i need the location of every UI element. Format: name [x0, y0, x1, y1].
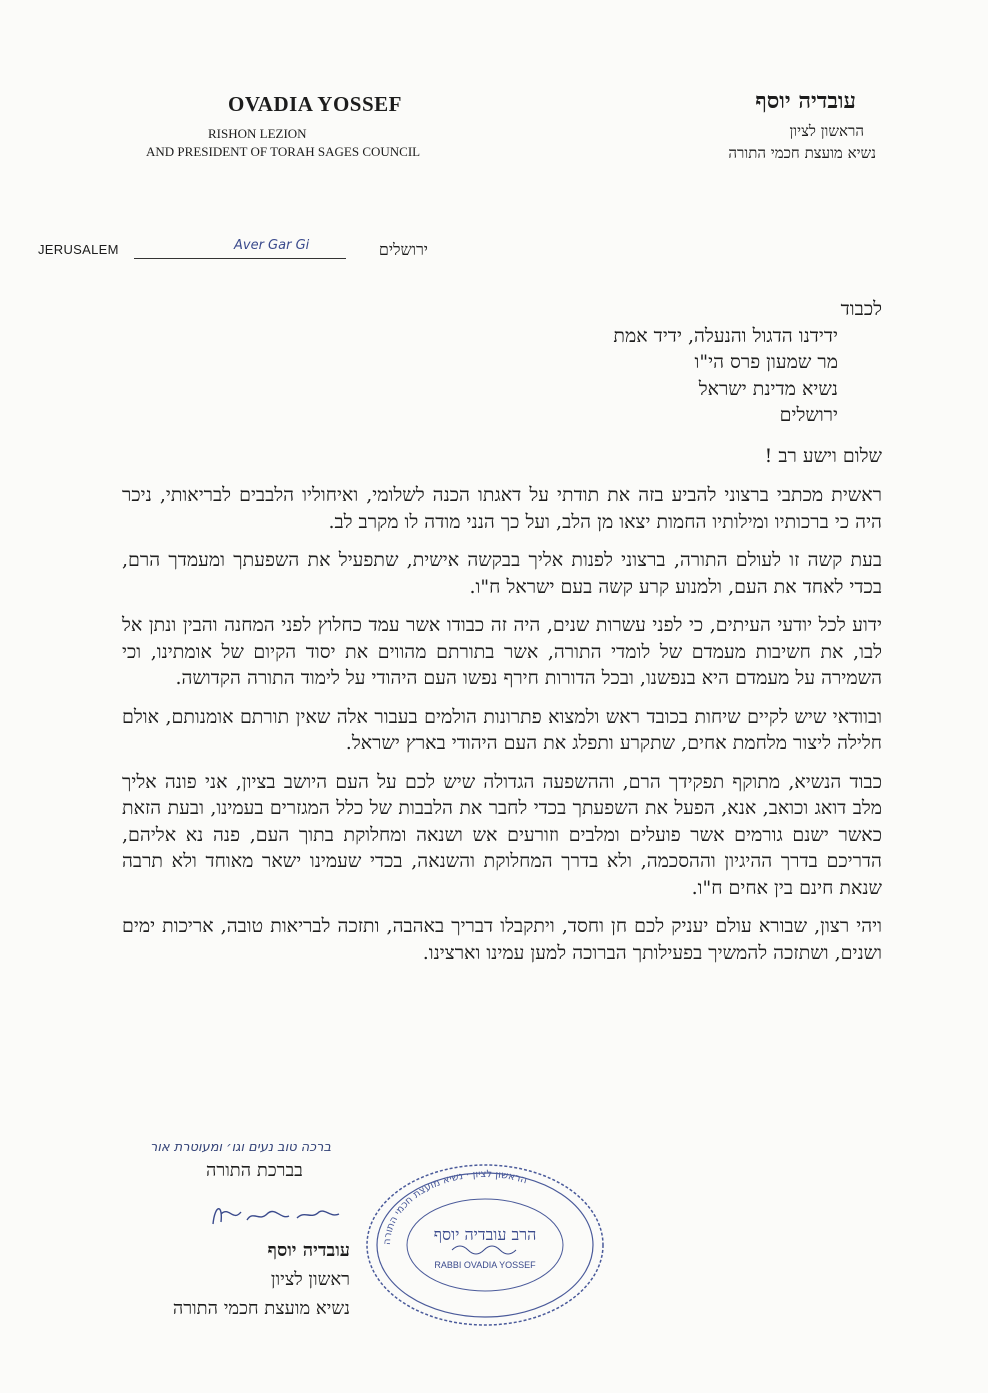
date-label-en: JERUSALEM [38, 242, 119, 257]
rabbinic-seal [360, 1160, 610, 1330]
address-to: לכבוד [840, 298, 882, 320]
address-line: ידידנו הדגול והנעלה, ידיד אמת [613, 324, 838, 347]
date-underline [134, 258, 346, 259]
signer-title: ראשון לציון [270, 1269, 350, 1290]
recipient-address [122, 296, 882, 429]
handwritten-note: ברכה טוב נעים וגו׳ ומעוטרת אור [150, 1140, 332, 1155]
address-line: מר שמעון פרס הי"ו [694, 351, 838, 373]
letterhead-hebrew [728, 88, 876, 164]
letterhead-he-subtitle: נשיא מועצת חכמי התורה [728, 144, 876, 162]
date-row [38, 240, 458, 264]
letterhead-he-name: עובדיה יוסף [755, 88, 856, 114]
greeting: שלום וישע רב ! [764, 444, 882, 467]
address-line: ירושלים [779, 404, 838, 426]
letterhead-en-title: RISHON LEZION [208, 126, 307, 141]
signature-block [150, 1236, 350, 1323]
letterhead-english [146, 92, 446, 161]
paragraph: ובוודאי שיש לקיים שיחות בכובד ראש ולמצוא פתרונות הולמים בעבור אלה שאין תורתם אומנותם, אולם חלילה ליצור מלחמת אחים, שתקרע ותפלג את העם היהודי בארץ ישראל. [122, 705, 882, 754]
letterhead-en-name: OVADIA YOSSEF [228, 92, 402, 116]
seal-center-english: RABBI OVADIA YOSSEF [434, 1260, 536, 1270]
handwritten-date: Aver Gar Gi [234, 238, 310, 253]
letter-body [122, 296, 882, 978]
seal-outer-text: הראשון לציון · נשיא מועצת חכמי התורה [381, 1168, 529, 1246]
paragraph: כבוד הנשיא, מתוקף תפקידך הרם, וההשפעה הגדולה שיש לכם על העם היושב בציון, אני פונה אליך מלב דואג וכואב, אנא, הפעל את השפעתך בכדי לחבר את הלבבות של כלל המגזרים בעמינו, ובעת הזאת כאשר ישנם גורמים אשר פועלים ומלבים וזורעים אש ושנאה ומחלוקת בתוך העם, פנה נא אליהם, הדריכם בדרך ההיגיון וההסכמה, ולא בדרך המחלוקת והשנאה, בכדי שעמינו ישאר מאוחד ולא תרבה שנאת חינם בין אחים ח"ו. [122, 770, 882, 899]
signer-subtitle: נשיא מועצת חכמי התורה [172, 1298, 350, 1319]
paragraph: ידוע לכל יודעי העיתים, כי לפני עשרות שנים, היה זה כבודו אשר עמד כחלוץ לפני המחנה והבין ונתן אל לבו, את חשיבות מעמדם של לומדי התורה, אשר בתורתם מהווים את יסוד הקיום של אומתינו, וכי השמירה על מעמדם היא בנפשנו, ובכל הדורות חירף נפשו העם היהודי על לימוד התורה הקדושה. [122, 614, 882, 689]
letterhead-he-title: הראשון לציון [789, 122, 864, 140]
signer-name: עובדיה יוסף [267, 1240, 350, 1261]
letterhead-en-subtitle: AND PRESIDENT OF TORAH SAGES COUNCIL [146, 144, 421, 159]
paragraph: ראשית מכתבי ברצוני להביע בזה את תודתי על דאגתו הכנה לשלומי, ואיחוליו הלבבים לבריאותי, ניכר היה כי ברכותיו ומילותיו החמות יצאו מן הלב, ועל כך הנני מודה לו מקרב לב. [122, 484, 882, 533]
paragraph: ויהי רצון, שבורא עולם יעניק לכם חן וחסד, ויתקבלו דבריך באהבה, ותזכה לבריאות טובה, אריכות ימים ושנים, ושתזכה להמשיך בפעילותך הברוכה למען עמינו וארצינו. [122, 915, 882, 964]
signature-scribble [207, 1196, 347, 1232]
date-label-he: ירושלים [378, 240, 428, 259]
seal-ornament [452, 1246, 516, 1254]
address-line: נשיא מדינת ישראל [698, 377, 838, 400]
closing-blessing: בברכת התורה [206, 1160, 303, 1181]
seal-center-hebrew: הרב עובדיה יוסף [433, 1225, 537, 1244]
paragraph: בעת קשה זו לעולם התורה, ברצוני לפנות אליך בבקשה אישית, שתפעיל את השפעתך ומעמדך הרם, בכדי לאחד את העם, ולמנוע קרע קשה בעם ישראל ח"ו. [122, 549, 882, 598]
